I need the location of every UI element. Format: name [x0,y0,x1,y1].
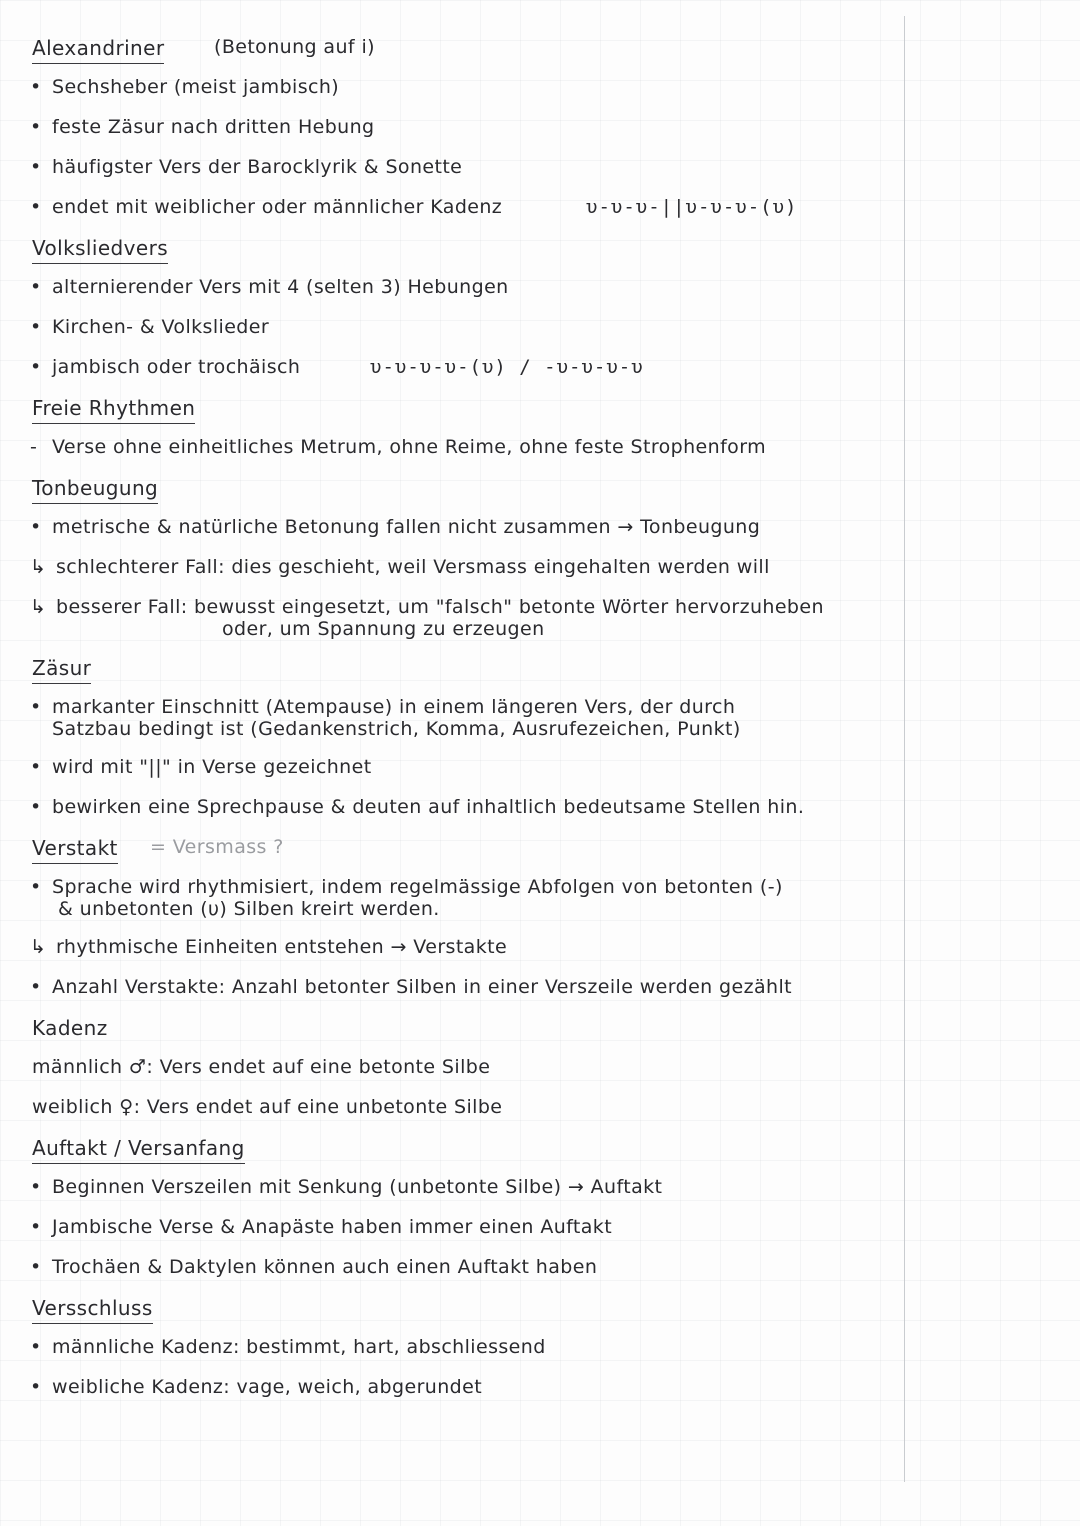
list-item-text: Kirchen- & Volkslieder [52,316,270,338]
list-item-text: Verse ohne einheitliches Metrum, ohne Reime, ohne feste Strophenform [52,436,766,458]
list-item [30,438,766,457]
bullet-icon: • [30,1216,42,1238]
heading-text: Auftakt / Versanfang [32,1136,245,1160]
heading-text: Volksliedvers [32,236,169,260]
bullet-icon: • [30,1256,42,1278]
dash-icon: - [30,436,38,458]
heading-auftakt [32,1138,245,1164]
bullet-icon: • [30,156,42,178]
list-item [30,158,462,177]
heading-freie-rhythmen [32,398,195,424]
volksliedvers-meter: υ-υ-υ-υ-(υ) / -υ-υ-υ-υ [370,356,644,378]
alexandriner-note: (Betonung auf i) [214,36,375,58]
heading-text: Alexandriner [32,36,165,60]
list-item-text: bewirken eine Sprechpause & deuten auf inhaltlich bedeutsame Stellen hin. [52,796,805,818]
heading-verstakt [32,838,118,864]
list-item-text: alternierender Vers mit 4 (selten 3) Hebungen [52,276,509,298]
list-item-text: jambisch oder trochäisch [52,356,301,378]
corner-arrow-icon: ↳ [30,556,47,578]
list-item [30,978,792,997]
list-item-text: Beginnen Verszeilen mit Senkung (unbetonte Silbe) → Auftakt [52,1176,663,1198]
heading-volksliedvers [32,238,168,264]
bullet-icon: • [30,316,42,338]
list-item-text: Sechsheber (meist jambisch) [52,76,340,98]
bullet-icon: • [30,1336,42,1358]
list-item [30,1178,662,1197]
list-item [30,1338,546,1357]
list-item [30,698,735,717]
heading-alexandriner [32,38,164,64]
corner-arrow-icon: ↳ [30,596,47,618]
list-item [30,878,783,897]
alexandriner-meter: υ-υ-υ-||υ-υ-υ-(υ) [586,196,798,218]
list-item-text: rhythmische Einheiten entstehen → Verstakte [56,936,508,958]
bullet-icon: • [30,976,42,998]
list-item-continuation: Satzbau bedingt ist (Gedankenstrich, Komma, Ausrufezeichen, Punkt) [52,718,741,740]
heading-text: Kadenz [32,1016,108,1040]
list-item-continuation: oder, um Spannung zu erzeugen [222,618,545,640]
list-item [30,1258,597,1277]
list-item [30,1218,612,1237]
list-item-text: endet mit weiblicher oder männlicher Kadenz [52,196,503,218]
bullet-icon: • [30,1176,42,1198]
corner-arrow-icon: ↳ [30,936,47,958]
verstakt-note: = Versmass ? [150,836,284,858]
bullet-icon: • [30,1376,42,1398]
list-item-text: wird mit "||" in Verse gezeichnet [52,756,372,778]
list-item-text: metrische & natürliche Betonung fallen nicht zusammen → Tonbeugung [52,516,761,538]
heading-tonbeugung [32,478,158,504]
list-item-text: feste Zäsur nach dritten Hebung [52,116,375,138]
heading-text: Verstakt [32,836,118,860]
list-item [30,118,375,137]
heading-versschluss [32,1298,153,1324]
heading-text: Tonbeugung [32,476,159,500]
list-item [30,1378,482,1397]
list-item [30,318,269,337]
bullet-icon: • [30,276,42,298]
heading-zaesur [32,658,91,684]
list-item [30,358,300,377]
list-item-text: besserer Fall: bewusst eingesetzt, um "falsch" betonte Wörter hervorzuheben [56,596,824,618]
list-item-text: schlechterer Fall: dies geschieht, weil Versmass eingehalten werden will [56,556,770,578]
heading-text: Freie Rhythmen [32,396,196,420]
heading-text: Zäsur [32,656,92,680]
list-item [30,78,339,97]
list-item-text: Jambische Verse & Anapäste haben immer einen Auftakt [52,1216,613,1238]
list-item [30,198,502,217]
list-item [30,598,824,617]
bullet-icon: • [30,876,42,898]
list-item-text: weibliche Kadenz: vage, weich, abgerundet [52,1376,483,1398]
bullet-icon: • [30,696,42,718]
list-item [30,558,770,577]
list-item-text: Sprache wird rhythmisiert, indem regelmässige Abfolgen von betonten (-) [52,876,783,898]
list-item [30,518,760,537]
bullet-icon: • [30,76,42,98]
bullet-icon: • [30,116,42,138]
bullet-icon: • [30,356,42,378]
list-item-text: männliche Kadenz: bestimmt, hart, abschliessend [52,1336,546,1358]
bullet-icon: • [30,796,42,818]
list-item [30,758,372,777]
bullet-icon: • [30,196,42,218]
list-item-continuation: & unbetonten (υ) Silben kreirt werden. [58,898,440,920]
margin-line [904,16,905,1482]
list-item-text: Anzahl Verstakte: Anzahl betonter Silben in einer Verszeile werden gezählt [52,976,792,998]
list-item-text: markanter Einschnitt (Atempause) in einem längeren Vers, der durch [52,696,736,718]
heading-kadenz [32,1018,108,1043]
list-item: männlich ♂: Vers endet auf eine betonte Silbe [32,1056,491,1078]
list-item-text: häufigster Vers der Barocklyrik & Sonette [52,156,463,178]
heading-text: Versschluss [32,1296,153,1320]
list-item [30,938,507,957]
bullet-icon: • [30,516,42,538]
list-item [30,798,804,817]
list-item [30,278,509,297]
list-item: weiblich ♀: Vers endet auf eine unbetonte Silbe [32,1096,503,1118]
list-item-text: Trochäen & Daktylen können auch einen Auftakt haben [52,1256,598,1278]
bullet-icon: • [30,756,42,778]
